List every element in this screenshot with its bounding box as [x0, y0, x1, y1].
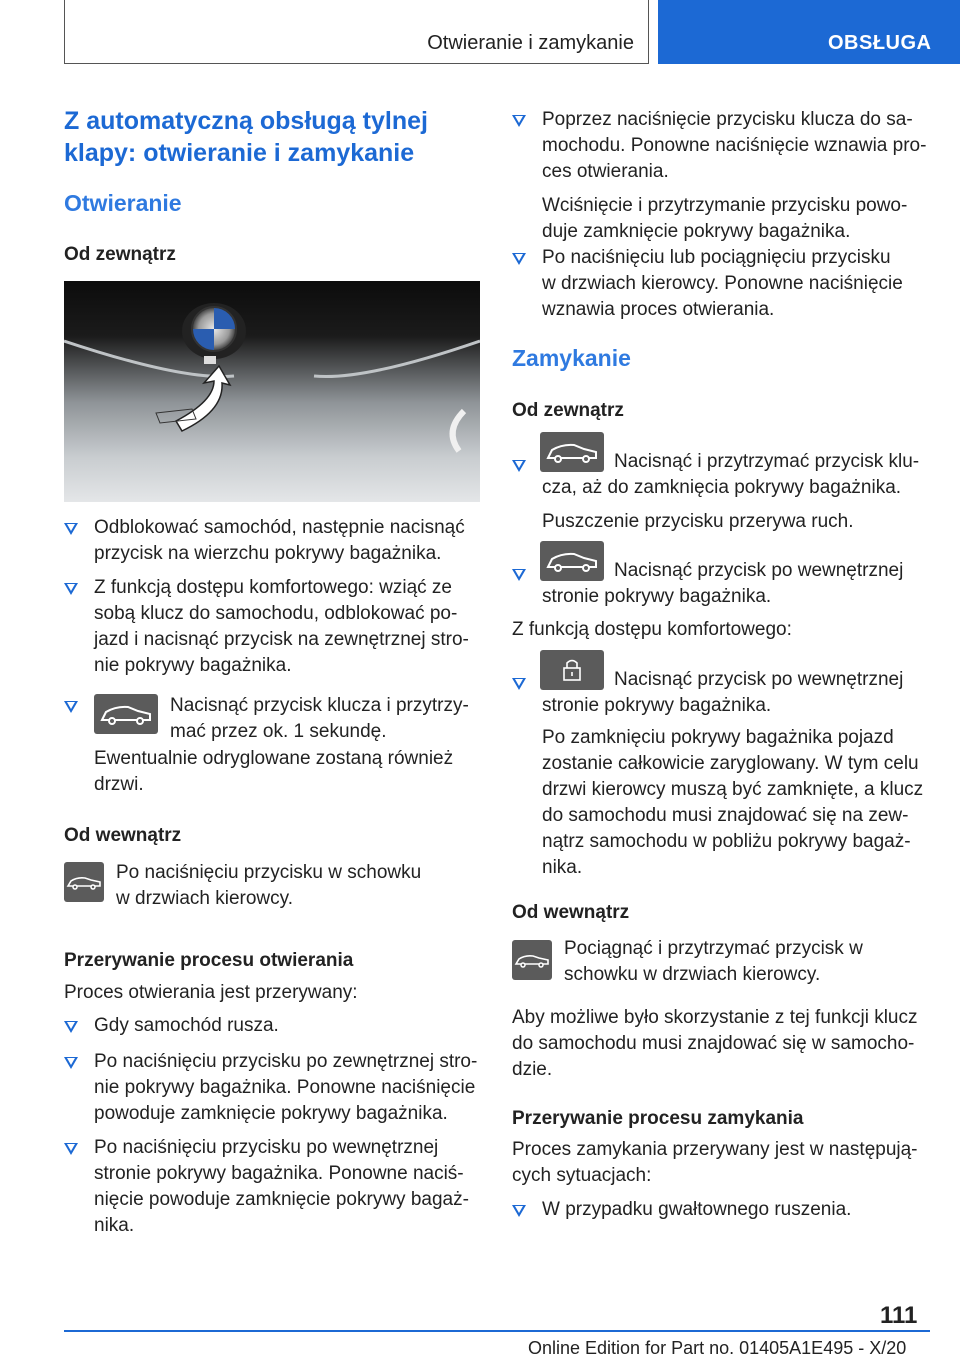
text-line: nątrz samochodu w pobliżu pokrywy bagaż-: [542, 831, 911, 852]
car-tailgate-icon: [540, 541, 604, 581]
page-title-line-2: klapy: otwieranie i zamykanie: [64, 139, 415, 167]
car-tailgate-small-icon: [64, 862, 104, 902]
text-line: Poprzez naciśnięcie przycisku klucza do sa-: [542, 109, 913, 130]
text-line: Po naciśnięciu przycisku w schowku: [116, 862, 422, 883]
page-number: 111: [880, 1302, 918, 1329]
text-line: Proces zamykania przerywany jest w następują-: [512, 1139, 918, 1160]
text-line: nika.: [542, 857, 583, 878]
text-line: wznawia proces otwierania.: [542, 299, 775, 320]
text-line: sobą klucz do samochodu, odblokować po-: [94, 603, 458, 624]
heading-inside: Od wewnątrz: [64, 825, 182, 846]
text-line: schowku w drzwiach kierowcy.: [564, 964, 821, 985]
text-line: do samochodu musi znajdować się na zew-: [542, 805, 909, 826]
text-line: w drzwiach kierowcy. Ponowne naciśnięcie: [542, 273, 903, 294]
footer-divider: [64, 1330, 930, 1332]
text-line: w drzwiach kierowcy.: [116, 888, 294, 909]
inside-close-instruction: [564, 936, 863, 988]
bullet-triangle-icon: [512, 460, 526, 472]
bullet-triangle-icon: [64, 1143, 78, 1155]
text-line: do samochodu musi znajdować się w samocho-: [512, 1033, 915, 1054]
text-line: cych sytuacjach:: [512, 1165, 652, 1186]
text-line: Pociągnąć i przytrzymać przycisk w: [564, 938, 863, 959]
text-line: Wciśnięcie i przytrzymanie przycisku powo-: [542, 195, 908, 216]
text-line: stronie pokrywy bagażnika.: [542, 695, 772, 716]
text-line: Nacisnąć przycisk po wewnętrznej: [614, 669, 904, 690]
bullet-triangle-icon: [64, 1021, 78, 1033]
text-line: ces otwierania.: [542, 161, 669, 182]
text-line: stronie pokrywy bagażnika.: [542, 586, 772, 607]
text-line: Nacisnąć przycisk po wewnętrznej: [614, 560, 904, 581]
text-line: nie pokrywy bagażnika.: [94, 655, 292, 676]
text-line: Z funkcją dostępu komfortowego: wziąć ze: [94, 577, 453, 598]
header-section-title: Otwieranie i zamykanie: [427, 32, 634, 54]
text-line: drzwi kierowcy muszą być zamknięte, a klucz: [542, 779, 924, 800]
trunk-lid-photo: [64, 281, 480, 502]
bullet-triangle-icon: [64, 523, 78, 535]
heading-interrupt-opening: Przerywanie procesu otwierania: [64, 950, 354, 971]
heading-interrupt-closing: Przerywanie procesu zamykania: [512, 1108, 804, 1129]
key-requirement-paragraph: [512, 1005, 917, 1083]
text-line: Puszczenie przycisku przerywa ruch.: [542, 511, 854, 532]
bullet-triangle-icon: [64, 701, 78, 713]
text-line: drzwi.: [94, 774, 144, 795]
text-line: Po naciśnięciu przycisku po wewnętrznej: [94, 1137, 439, 1158]
interrupt-close-intro: [512, 1137, 918, 1189]
text-line: Odblokować samochód, następnie nacisnąć: [94, 517, 465, 538]
text-line: przycisk na wierzchu pokrywy bagażnika.: [94, 543, 442, 564]
header-chapter-tab: [658, 0, 960, 64]
bullet-triangle-icon: [512, 1205, 526, 1217]
text-line: W przypadku gwałtownego ruszenia.: [542, 1199, 852, 1220]
interrupt-intro: Proces otwierania jest przerywany:: [64, 982, 358, 1003]
bullet-triangle-icon: [64, 583, 78, 595]
bullet-triangle-icon: [512, 569, 526, 581]
text-line: Ewentualnie odryglowane zostaną również: [94, 748, 454, 769]
text-line: powoduje zamknięcie pokrywy bagażnika.: [94, 1103, 448, 1124]
text-line: jazd i nacisnąć przycisk na zewnętrznej stro-: [94, 629, 469, 650]
text-line: mochodu. Ponowne naciśnięcie wznawia pro-: [542, 135, 927, 156]
text-line: dzie.: [512, 1059, 553, 1080]
text-line: zostanie całkowicie zaryglowany. W tym celu: [542, 753, 919, 774]
text-line: Po naciśnięciu przycisku po zewnętrznej stro-: [94, 1051, 478, 1072]
text-line: mać przez ok. 1 sekundę.: [170, 721, 387, 742]
car-tailgate-icon: [94, 694, 158, 734]
heading-inside-close: Od wewnątrz: [512, 902, 630, 923]
text-line: nięcie powoduje zamknięcie pokrywy bagaż-: [94, 1189, 469, 1210]
text-line: nie pokrywy bagażnika. Ponowne naciśnięcie: [94, 1077, 476, 1098]
text-line: Nacisnąć i przytrzymać przycisk klu-: [614, 451, 920, 472]
header-section-box: [64, 0, 649, 64]
text-line: Gdy samochód rusza.: [94, 1015, 279, 1036]
text-line: cza, aż do zamknięcia pokrywy bagażnika.: [542, 477, 902, 498]
text-line: Aby możliwe było skorzystanie z tej funkcji klucz: [512, 1007, 918, 1028]
comfort-access-label: Z funkcją dostępu komfortowego:: [512, 619, 792, 640]
text-line: duje zamknięcie pokrywy bagażnika.: [542, 221, 851, 242]
text-line: stronie pokrywy bagażnika. Ponowne naciś-: [94, 1163, 464, 1184]
bullet-triangle-icon: [512, 678, 526, 690]
bullet-triangle-icon: [512, 253, 526, 265]
bullet-triangle-icon: [512, 115, 526, 127]
footer-edition: Online Edition for Part no. 01405A1E495 - X/20: [528, 1338, 907, 1358]
text-line: Po naciśnięciu lub pociągnięciu przycisku: [542, 247, 891, 268]
text-line: nika.: [94, 1215, 135, 1236]
heading-outside-close: Od zewnątrz: [512, 400, 624, 421]
heading-outside: Od zewnątrz: [64, 244, 176, 265]
heading-opening: Otwieranie: [64, 190, 182, 216]
text-line: Nacisnąć przycisk klucza i przytrzy-: [170, 695, 469, 716]
heading-closing: Zamykanie: [512, 345, 631, 371]
car-tailgate-icon: [540, 432, 604, 472]
inside-instruction: [116, 860, 421, 912]
page-title-line-1: Z automatyczną obsługą tylnej: [64, 107, 428, 135]
header-chapter-label: OBSŁUGA: [828, 32, 932, 54]
lock-icon: [540, 650, 604, 690]
bullet-triangle-icon: [64, 1057, 78, 1069]
text-line: Po zamknięciu pokrywy bagażnika pojazd: [542, 727, 894, 748]
car-tailgate-small-icon: [512, 940, 552, 980]
